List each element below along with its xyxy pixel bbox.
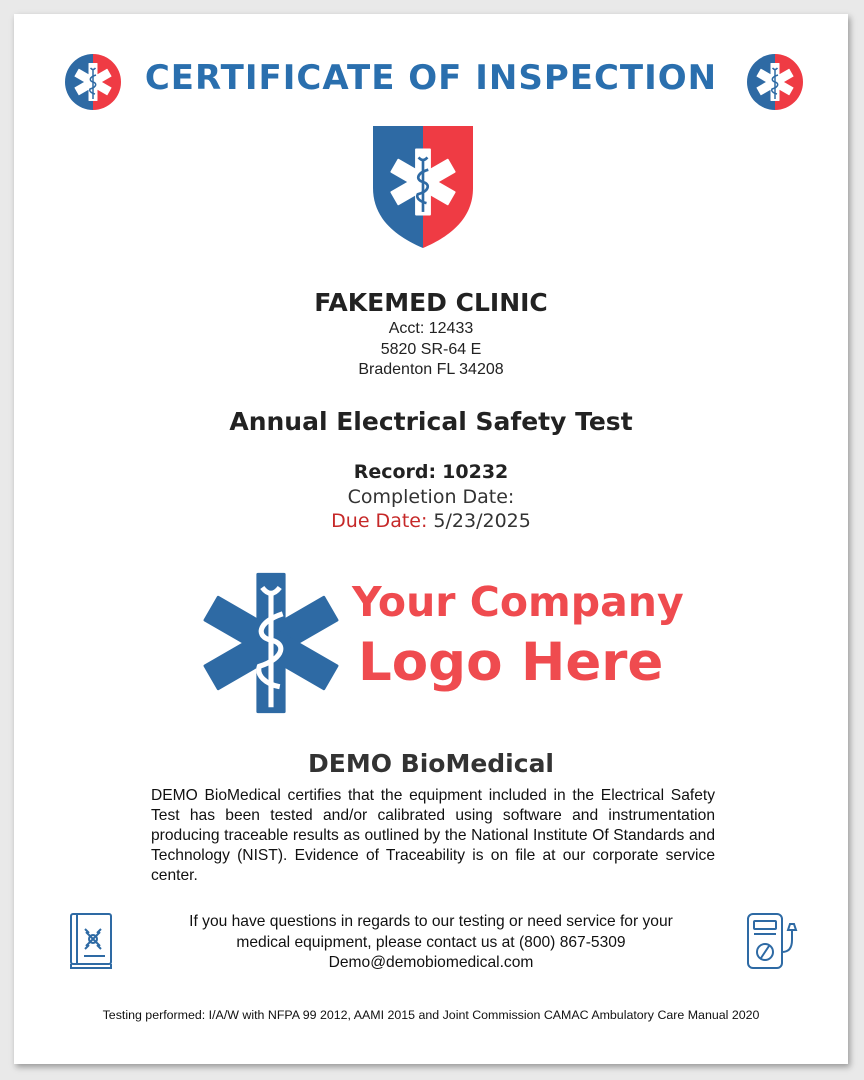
logo-placeholder-line1: Your Company [352, 578, 684, 626]
contact-info [14, 912, 848, 974]
contact-email: Demo@demobiomedical.com [328, 954, 534, 971]
shield-emblem-icon [371, 122, 475, 250]
certificate-page [14, 14, 848, 1064]
test-title: Annual Electrical Safety Test [229, 407, 633, 436]
star-of-life-logo-icon [198, 570, 344, 716]
record-line [14, 461, 848, 483]
due-date-label: Due Date: [331, 510, 428, 532]
company-name: DEMO BioMedical [307, 749, 555, 778]
clinic-city: Bradenton FL 34208 [358, 361, 504, 378]
record-label: Record: [353, 461, 437, 483]
due-date-value: 5/23/2025 [433, 510, 531, 532]
clinic-name: FAKEMED CLINIC [314, 288, 548, 317]
clinic-account: Acct: 12433 [388, 320, 474, 337]
logo-placeholder-line2: Logo Here [358, 632, 664, 693]
certificate-title: CERTIFICATE OF INSPECTION [144, 58, 718, 98]
completion-date-label: Completion Date: [347, 486, 515, 508]
clinic-street: 5820 SR-64 E [380, 341, 482, 358]
contact-line2: medical equipment, please contact us at (800) 867-5309 [236, 933, 626, 951]
due-date-line [14, 510, 848, 532]
multimeter-icon [746, 912, 800, 972]
certification-statement: DEMO BioMedical certifies that the equipment included in the Electrical Safety Test has been tested and/or calibrated using software and instrumentation producing traceable results as outlined by the National Institute Of Standards and Technology (NIST). Evidence of Traceability is on file at our corporate service center. [151, 787, 715, 884]
contact-line1: If you have questions in regards to our testing or need service for your [189, 913, 673, 930]
record-number: 10232 [442, 461, 509, 483]
testing-standards-footer: Testing performed: I/A/W with NFPA 99 2012, AAMI 2015 and Joint Commission CAMAC Ambulatory Care Manual 2020 [102, 1008, 760, 1022]
